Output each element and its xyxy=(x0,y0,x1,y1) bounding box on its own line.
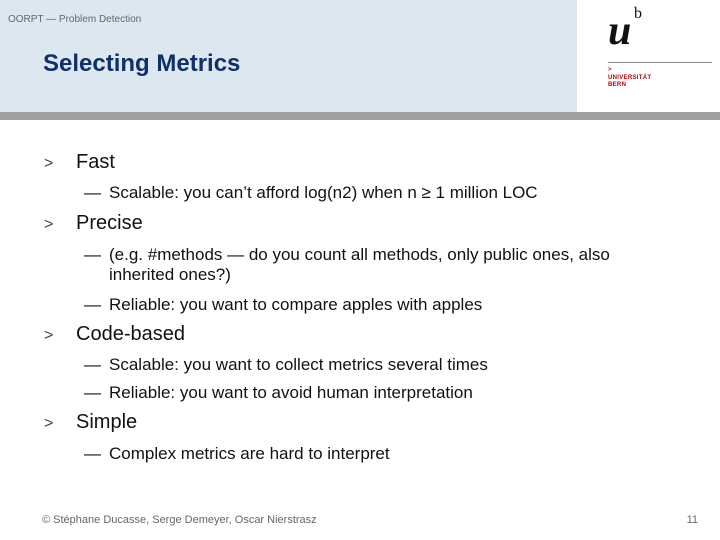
university-name-line2: UNIVERSITÄT xyxy=(608,74,652,81)
bullet-arrow-icon: > xyxy=(44,155,54,172)
university-logo-u: u xyxy=(608,8,632,54)
sub-bullet-text: Reliable: you want to avoid human interpretation xyxy=(109,383,473,402)
logo-area xyxy=(577,0,720,112)
university-logo-b: b xyxy=(634,5,642,22)
bullet-text: Precise xyxy=(76,212,143,234)
sub-bullet-text: Scalable: you want to collect metrics several times xyxy=(109,355,488,374)
sub-bullet-text: Scalable: you can’t afford log(n2) when n ≥ 1 million LOC xyxy=(109,183,538,202)
bullet-text: Code-based xyxy=(76,323,185,345)
dash-icon: — xyxy=(84,245,101,264)
logo-divider xyxy=(608,62,712,63)
footer-copyright: © Stéphane Ducasse, Serge Demeyer, Oscar Nierstrasz xyxy=(42,514,317,526)
dash-icon: — xyxy=(84,355,101,374)
header-rule xyxy=(0,112,720,120)
sub-bullet-text: (e.g. #methods — do you count all methods, only public ones, also inherited ones?) xyxy=(109,245,610,284)
slide-title: Selecting Metrics xyxy=(43,50,241,77)
bullet-arrow-icon: > xyxy=(44,216,54,233)
dash-icon: — xyxy=(84,183,101,202)
bullet-text: Simple xyxy=(76,411,138,433)
bullet-arrow-icon: > xyxy=(44,415,54,432)
university-name xyxy=(608,67,651,90)
sub-bullet-text: Reliable: you want to compare apples with apples xyxy=(109,295,483,314)
course-label: OORPT — Problem Detection xyxy=(8,14,142,25)
bullet-arrow-icon: > xyxy=(44,327,54,344)
university-name-line3: BERN xyxy=(608,82,627,88)
bullet-text: Fast xyxy=(76,151,115,173)
slide-header xyxy=(0,0,577,112)
university-name-line1: > xyxy=(608,67,612,73)
page-number: 11 xyxy=(686,514,698,526)
dash-icon: — xyxy=(84,295,101,314)
dash-icon: — xyxy=(84,444,101,463)
sub-bullet-text: Complex metrics are hard to interpret xyxy=(109,444,390,463)
dash-icon: — xyxy=(84,383,101,402)
